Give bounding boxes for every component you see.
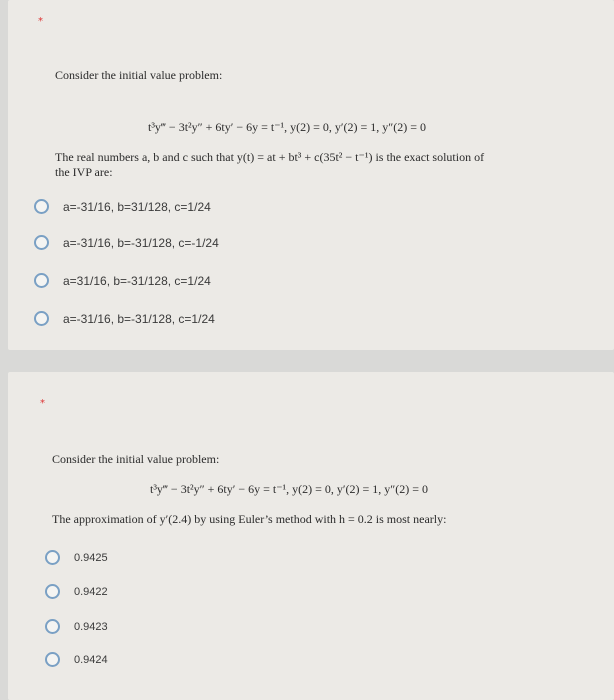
question-1-equation: t³y‴ − 3t²y″ + 6ty′ − 6y = t⁻¹, y(2) = 0, y′(2) = 1, y″(2) = 0 (148, 120, 427, 134)
radio-button[interactable] (34, 235, 49, 250)
radio-button[interactable] (45, 619, 60, 634)
option-label: a=31/16, b=-31/128, c=1/24 (63, 273, 211, 288)
question-2-equation: t³y‴ − 3t²y″ + 6ty′ − 6y = t⁻¹, y(2) = 0, y′(2) = 1, y″(2) = 0 (150, 482, 429, 496)
question-2-statement: The approximation of y′(2.4) by using Euler’s method with h = 0.2 is most nearly: (52, 512, 447, 526)
required-marker: * (40, 398, 45, 409)
question-1-option-2[interactable] (34, 235, 219, 250)
question-2-option-3[interactable] (45, 619, 108, 634)
radio-button[interactable] (34, 199, 49, 214)
radio-button[interactable] (45, 550, 60, 565)
question-1-statement (55, 150, 575, 180)
option-label: 0.9425 (74, 551, 108, 564)
question-1-card (8, 0, 614, 350)
radio-button[interactable] (34, 273, 49, 288)
option-label: a=-31/16, b=-31/128, c=1/24 (63, 311, 215, 326)
question-2-option-4[interactable] (45, 652, 108, 667)
question-1-option-3[interactable] (34, 273, 211, 288)
question-1-prompt: Consider the initial value problem: (55, 68, 223, 82)
radio-button[interactable] (45, 652, 60, 667)
radio-button[interactable] (34, 311, 49, 326)
option-label: a=-31/16, b=31/128, c=1/24 (63, 199, 211, 214)
question-1-statement-line-1: The real numbers a, b and c such that y(t) = at + bt³ + c(35t² − t⁻¹) is the exact solution of (55, 150, 485, 164)
question-1-statement-line-2: the IVP are: (55, 165, 113, 179)
option-label: 0.9423 (74, 620, 108, 633)
question-1-option-4[interactable] (34, 311, 215, 326)
option-label: 0.9424 (74, 653, 108, 666)
question-2-option-2[interactable] (45, 584, 108, 599)
question-1-option-1[interactable] (34, 199, 211, 214)
question-2-prompt: Consider the initial value problem: (52, 452, 220, 466)
option-label: 0.9422 (74, 585, 108, 598)
required-marker: * (38, 16, 43, 27)
question-2-card (8, 372, 614, 700)
question-2-option-1[interactable] (45, 550, 108, 565)
option-label: a=-31/16, b=-31/128, c=-1/24 (63, 235, 219, 250)
radio-button[interactable] (45, 584, 60, 599)
